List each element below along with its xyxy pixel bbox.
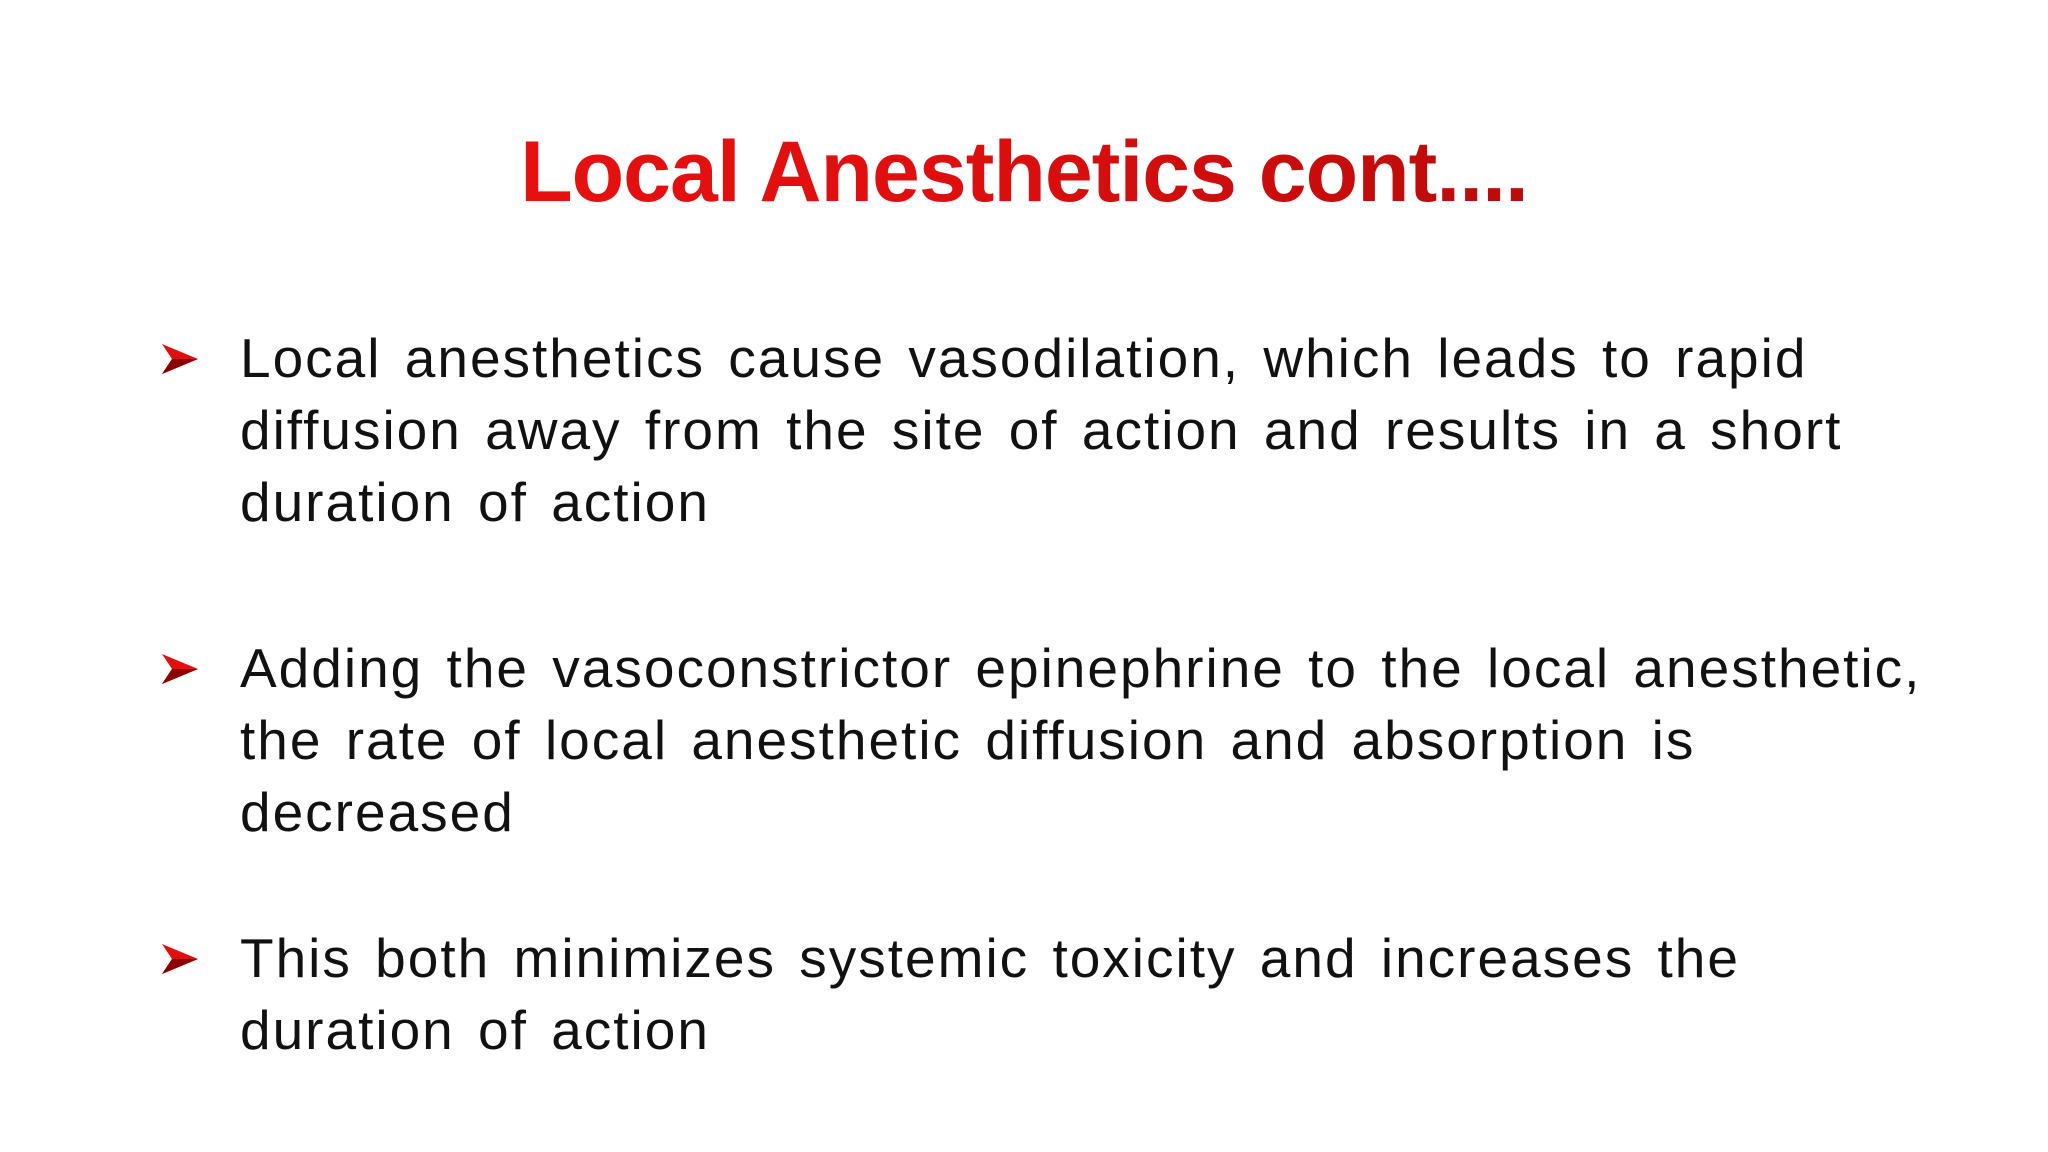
slide-title: Local Anesthetics cont.... (0, 122, 2048, 222)
arrowhead-bullet-icon (160, 652, 200, 686)
bullet-text: Local anesthetics cause vasodilation, which leads to rapid diffusion away from the site of action and results in a short duration of action (240, 327, 1843, 533)
bullet-text: Adding the vasoconstrictor epinephrine to the local anesthetic, the rate of local anesthetic diffusion and absorption is decreased (240, 637, 1922, 843)
bullet-text: This both minimizes systemic toxicity and increases the duration of action (240, 927, 1740, 1061)
arrowhead-bullet-icon (160, 942, 200, 976)
arrowhead-bullet-icon (160, 342, 200, 376)
